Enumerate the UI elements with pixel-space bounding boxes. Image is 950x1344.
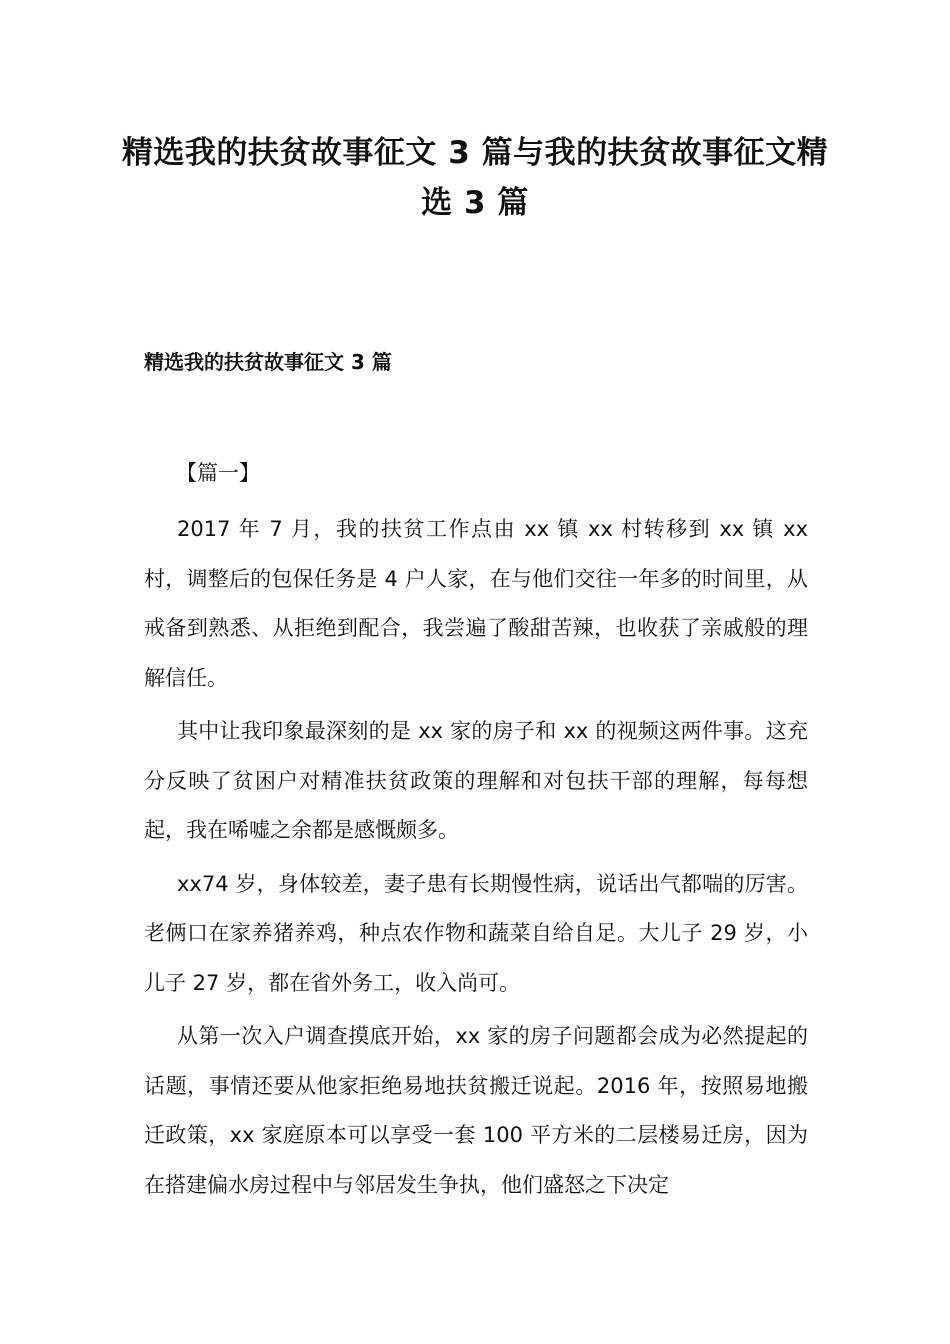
body-text <box>144 505 808 1214</box>
paragraph: 其中让我印象最深刻的是 xx 家的房子和 xx 的视频这两件事。这充分反映了贫困户对精准扶贫政策的理解和对包扶干部的理解，每每想起，我在唏嘘之余都是感慨颇多。 <box>144 719 808 842</box>
document-title: 精选我的扶贫故事征文 3 篇与我的扶贫故事征文精选 3 篇 <box>121 135 829 221</box>
part-label: 【篇一】 <box>176 461 260 485</box>
paragraph: 从第一次入户调查摸底开始，xx 家的房子问题都会成为必然提起的话题，事情还要从他家拒绝易地扶贫搬迁说起。2016 年，按照易地搬迁政策，xx 家庭原本可以享受一套 100 平方米的二层楼易迁房，因为在搭建偏水房过程中与邻居发生争执，他们盛怒之下决定 <box>144 1024 808 1197</box>
section-heading: 精选我的扶贫故事征文 3 篇 <box>144 350 392 374</box>
paragraph: 2017 年 7 月，我的扶贫工作点由 xx 镇 xx 村转移到 xx 镇 xx 村，调整后的包保任务是 4 户人家，在与他们交往一年多的时间里，从戒备到熟悉、从拒绝到配合，我尝遍了酸甜苦辣，也收获了亲戚般的理解信任。 <box>144 517 808 690</box>
paragraph: xx74 岁，身体较差，妻子患有长期慢性病，说话出气都喘的厉害。老俩口在家养猪养鸡，种点农作物和蔬菜自给自足。大儿子 29 岁，小儿子 27 岁，都在省外务工，收入尚可。 <box>144 871 808 995</box>
